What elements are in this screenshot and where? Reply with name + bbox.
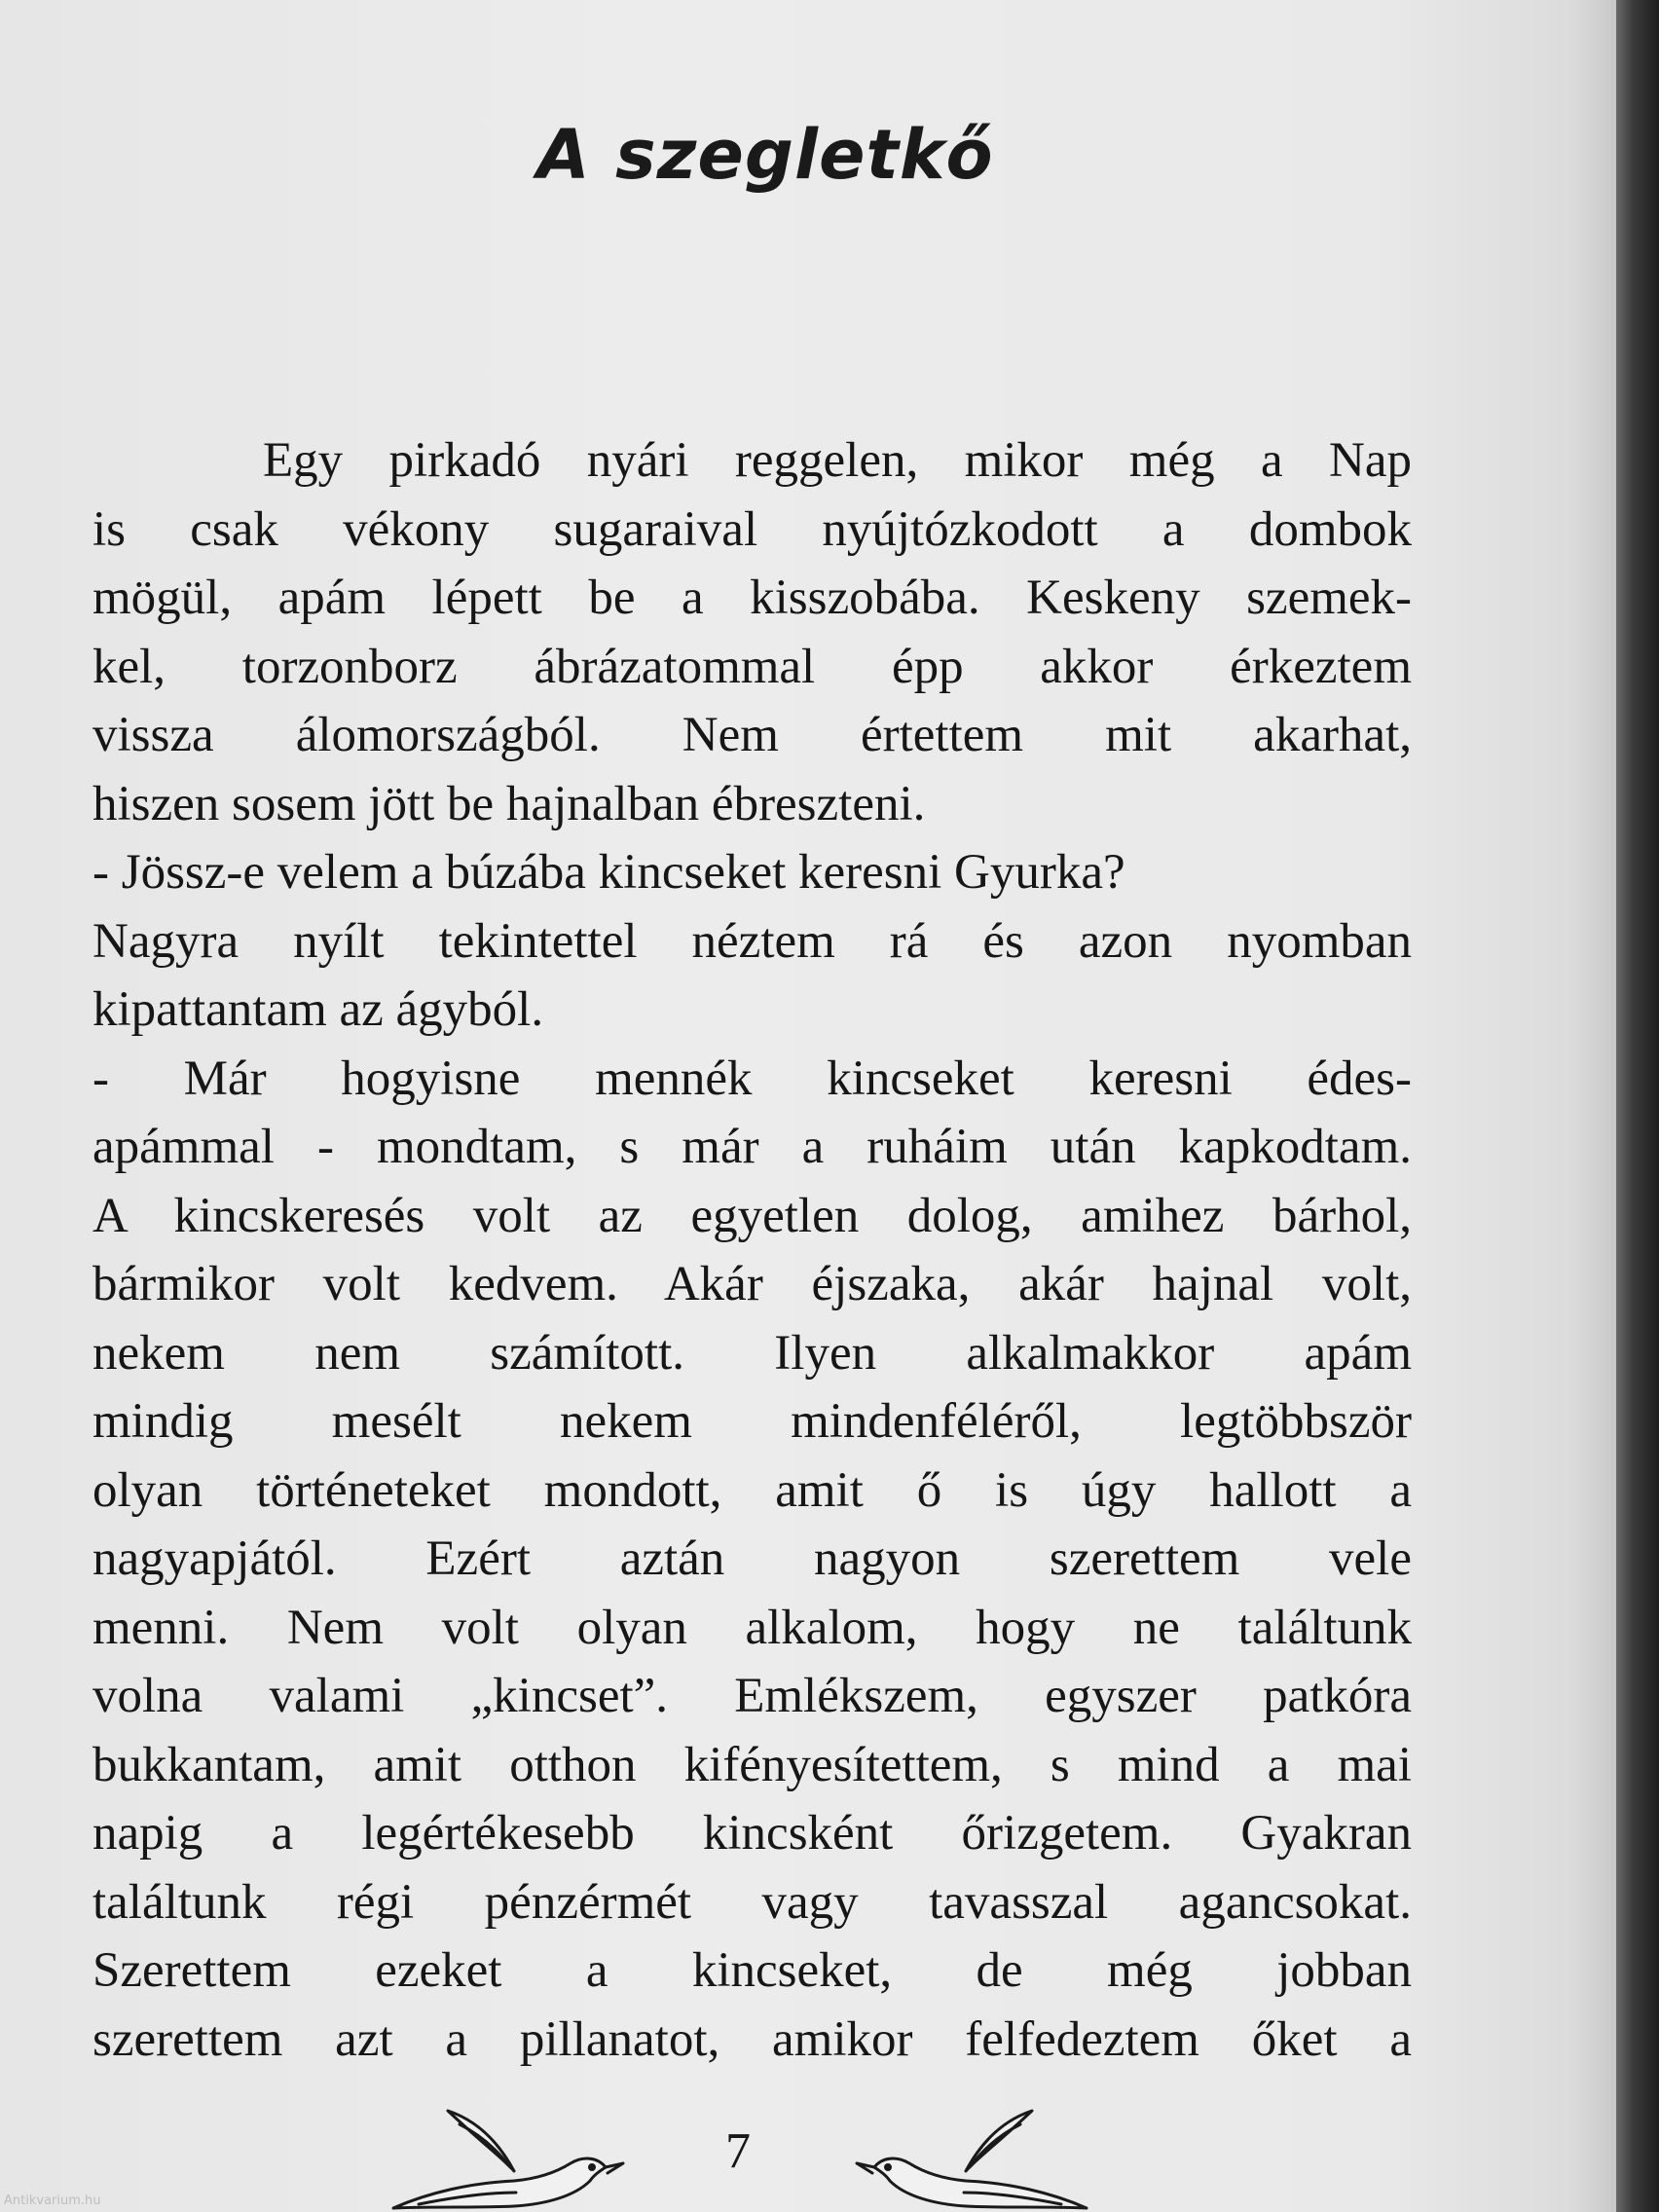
chapter-title: A szegletkő — [536, 115, 994, 195]
text-line: olyan történeteket mondott, amit ő is úgy hallott a — [92, 1462, 1412, 1518]
text-line: szerettem azt a pillanatot, amikor felfedeztem őket a — [92, 2011, 1412, 2067]
swallow-bird-icon — [389, 2103, 643, 2212]
page-footer — [0, 2093, 1616, 2212]
page-edge-shadow — [1616, 0, 1659, 2212]
text-line: vissza álomországból. Nem értettem mit akarhat, — [92, 708, 1412, 762]
text-line: hiszen sosem jött be hajnalban ébreszteni. — [92, 776, 926, 831]
text-line: apámmal - mondtam, s már a ruháim után kapkodtam. — [92, 1120, 1412, 1174]
text-line: mindig mesélt nekem mindenféléről, legtöbbször — [92, 1394, 1412, 1449]
text-line: - Jössz-e velem a búzába kincseket keresni Gyurka? — [92, 845, 1125, 900]
text-line: bármikor volt kedvem. Akár éjszaka, akár hajnal volt, — [92, 1257, 1412, 1311]
text-line: kipattantam az ágyból. — [92, 982, 544, 1037]
text-line: nagyapjától. Ezért aztán nagyon szerettem vele — [92, 1531, 1412, 1586]
text-line: Nagyra nyílt tekintettel néztem rá és azon nyomban — [92, 913, 1412, 969]
text-line: Szerettem ezeket a kincseket, de még jobban — [92, 1943, 1412, 1998]
text-line: is csak vékony sugaraival nyújtózkodott a dombok — [92, 501, 1412, 557]
watermark: Antikvarium.hu — [4, 2194, 101, 2208]
body-text — [92, 426, 1412, 2074]
text-line: volna valami „kincset”. Emlékszem, egyszer patkóra — [92, 1669, 1412, 1723]
text-line: menni. Nem volt olyan alkalom, hogy ne találtunk — [92, 1600, 1412, 1655]
text-line: napig a legértékesebb kincsként őrizgetem. Gyakran — [92, 1806, 1412, 1861]
text-line: kel, torzonborz ábrázatommal épp akkor érkeztem — [92, 639, 1412, 694]
text-line: Egy pirkadó nyári reggelen, mikor még a Nap — [263, 433, 1412, 488]
swallow-bird-icon — [837, 2103, 1090, 2212]
text-line: találtunk régi pénzérmét vagy tavasszal agancsokat. — [92, 1874, 1412, 1930]
text-line: A kincskeresés volt az egyetlen dolog, amihez bárhol, — [92, 1188, 1412, 1243]
text-line: bukkantam, amit otthon kifényesítettem, s mind a mai — [92, 1737, 1412, 1792]
text-line: - Már hogyisne mennék kincseket keresni édes- — [92, 1051, 1412, 1106]
text-line: mögül, apám lépett be a kisszobába. Keskeny szemek- — [92, 571, 1412, 625]
text-line: nekem nem számított. Ilyen alkalmakkor apám — [92, 1325, 1412, 1381]
page-number: 7 — [725, 2123, 751, 2179]
